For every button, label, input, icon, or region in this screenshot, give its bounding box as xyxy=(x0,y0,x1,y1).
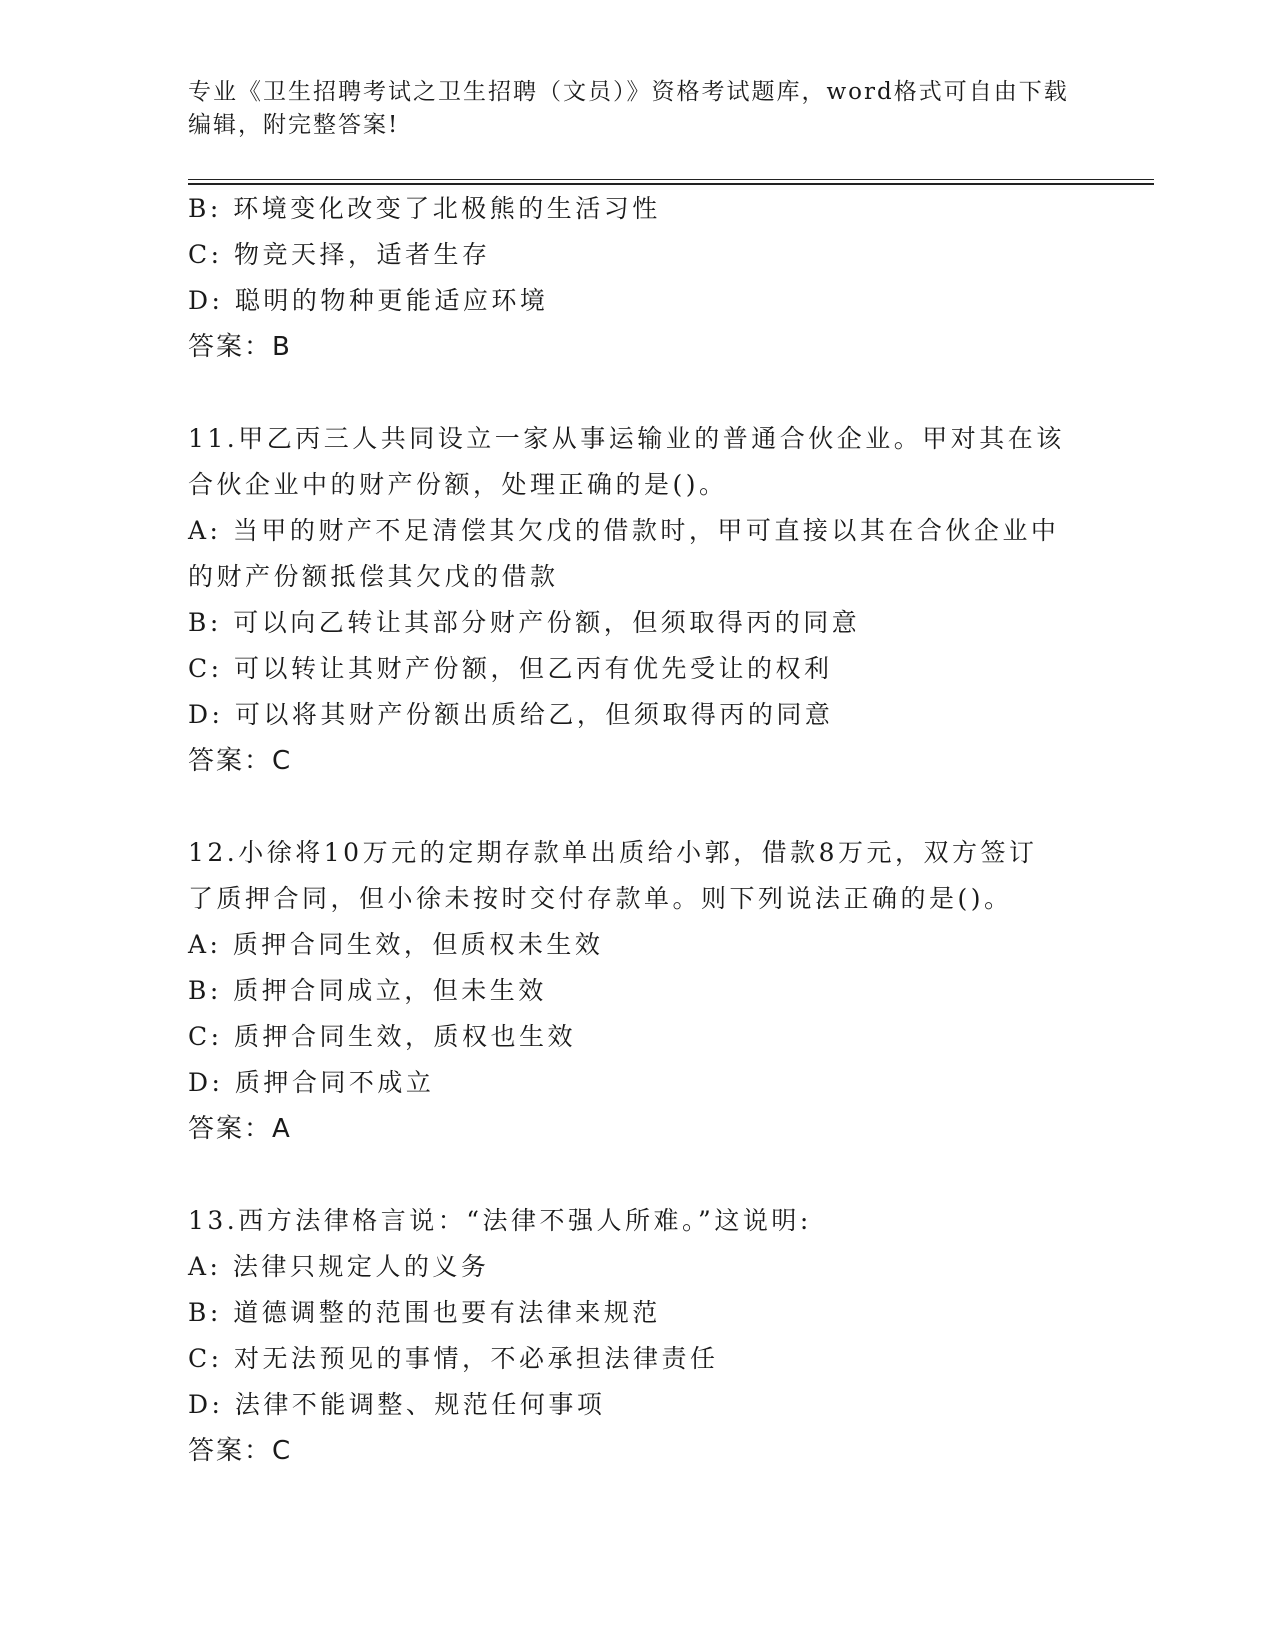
option-c: C: 可以转让其财产份额，但乙丙有优先受让的权利 xyxy=(188,654,833,683)
option-b: B: 质押合同成立，但未生效 xyxy=(188,976,547,1005)
option-d: D: 聪明的物种更能适应环境 xyxy=(188,286,549,315)
answer-line: 答案：C xyxy=(188,746,293,776)
option-c: C: 质押合同生效，质权也生效 xyxy=(188,1022,576,1051)
answer-line: 答案：A xyxy=(188,1114,292,1144)
question-13 xyxy=(188,1198,1088,1474)
header-divider-thin xyxy=(188,179,1154,180)
question-12 xyxy=(188,830,1088,1152)
question-text-line: 了质押合同，但小徐未按时交付存款单。则下列说法正确的是()。 xyxy=(188,884,1013,913)
header-line-1: 专业《卫生招聘考试之卫生招聘（文员）》资格考试题库，word格式可自由下载 xyxy=(188,79,1069,105)
option-b: B: 可以向乙转让其部分财产份额，但须取得丙的同意 xyxy=(188,608,861,637)
document-header xyxy=(188,76,1088,142)
question-text-line: 11.甲乙丙三人共同设立一家从事运输业的普通合伙企业。甲对其在该 xyxy=(188,424,1065,453)
option-d: D: 可以将其财产份额出质给乙，但须取得丙的同意 xyxy=(188,700,834,729)
option-c: C: 物竞天择，适者生存 xyxy=(188,240,491,269)
spacer xyxy=(188,1152,1088,1198)
option-a: A: 当甲的财产不足清偿其欠戊的借款时，甲可直接以其在合伙企业中 xyxy=(188,516,1060,545)
option-d: D: 质押合同不成立 xyxy=(188,1068,435,1097)
option-d: D: 法律不能调整、规范任何事项 xyxy=(188,1390,606,1419)
answer-line: 答案：B xyxy=(188,332,292,362)
question-11 xyxy=(188,416,1088,784)
option-b: B: 道德调整的范围也要有法律来规范 xyxy=(188,1298,661,1327)
question-text-line: 12.小徐将10万元的定期存款单出质给小郭，借款8万元，双方签订 xyxy=(188,838,1038,867)
question-text-line: 合伙企业中的财产份额，处理正确的是()。 xyxy=(188,470,728,499)
header-divider-thick xyxy=(188,183,1154,185)
spacer xyxy=(188,370,1088,416)
option-a-continued: 的财产份额抵偿其欠戊的借款 xyxy=(188,562,559,591)
answer-line: 答案：C xyxy=(188,1436,293,1466)
spacer xyxy=(188,784,1088,830)
option-c: C: 对无法预见的事情，不必承担法律责任 xyxy=(188,1344,719,1373)
question-list xyxy=(188,186,1088,1474)
option-a: A: 法律只规定人的义务 xyxy=(188,1252,490,1281)
question-10-tail xyxy=(188,186,1088,370)
question-text-line: 13.西方法律格言说：“法律不强人所难。”这说明: xyxy=(188,1206,812,1235)
option-b: B: 环境变化改变了北极熊的生活习性 xyxy=(188,194,661,223)
header-line-2: 编辑，附完整答案! xyxy=(188,112,400,138)
option-a: A: 质押合同生效，但质权未生效 xyxy=(188,930,604,959)
